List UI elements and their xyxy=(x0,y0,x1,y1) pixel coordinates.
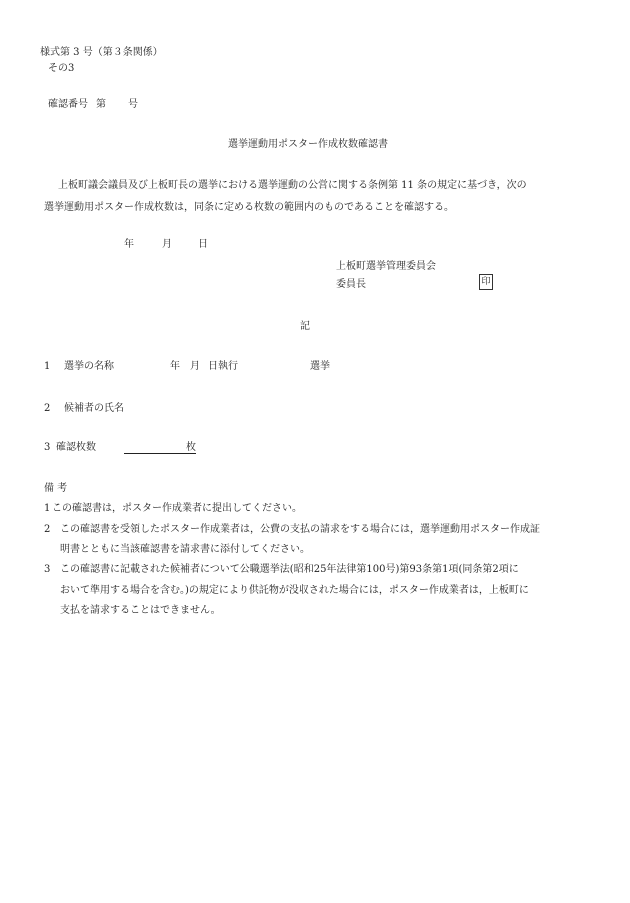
remarks-heading: 備 考 xyxy=(44,483,68,494)
body-line-2: 選挙運動用ポスター作成枚数は，同条に定める枚数の範囲内のものであることを確認する。 xyxy=(44,202,454,213)
confirmation-number-label: 確認番号 xyxy=(48,99,88,110)
item-1-year: 年 xyxy=(170,361,180,372)
note-3-line-3: 支払を請求することはできません。 xyxy=(60,605,221,616)
note-2-number: 2 xyxy=(44,524,51,535)
seal-box: 印 xyxy=(479,274,493,290)
item-3-unit: 枚 xyxy=(186,442,196,453)
item-2-label: 候補者の氏名 xyxy=(64,403,124,414)
date-day: 日 xyxy=(198,239,208,250)
note-3-line-2: おいて準用する場合を含む。)の規定により供託物が没収された場合には，ポスター作成業者は，上板町に xyxy=(60,585,529,596)
note-3-line-1: この確認書に記載された候補者について公職選挙法(昭和25年法律第100号)第93条第1項(同条第2項に xyxy=(60,564,519,575)
document-title: 選挙運動用ポスター作成枚数確認書 xyxy=(228,139,388,150)
issuer-organization: 上板町選挙管理委員会 xyxy=(336,261,436,272)
confirmation-number-suffix: 号 xyxy=(128,99,138,110)
note-2-line-2: 明書とともに当該確認書を請求書に添付してください。 xyxy=(60,544,310,555)
item-3-label: 確認枚数 xyxy=(56,442,96,453)
count-underline xyxy=(124,443,186,454)
item-3-number: 3 xyxy=(44,442,51,453)
form-sub-number: その3 xyxy=(48,63,75,74)
confirmation-number xyxy=(48,100,138,110)
date-year: 年 xyxy=(124,239,134,250)
date-month: 月 xyxy=(162,239,172,250)
note-2-line-1: この確認書を受領したポスター作成業者は，公費の支払の請求をする場合には，選挙運動用ポスター作成証 xyxy=(60,524,540,535)
item-3-count-field xyxy=(124,443,196,454)
issuer-title: 委員長 xyxy=(336,279,366,290)
confirmation-number-prefix: 第 xyxy=(96,99,106,110)
item-1-label: 選挙の名称 xyxy=(64,361,114,372)
item-1-election: 選挙 xyxy=(310,361,330,372)
item-1-month: 月 xyxy=(190,361,200,372)
item-1-number: 1 xyxy=(44,361,51,372)
note-1-number: 1 xyxy=(44,503,51,514)
item-1-executed: 日執行 xyxy=(208,361,238,372)
form-number: 様式第 3 号（第３条関係） xyxy=(40,47,163,58)
note-1-line-1: この確認書は，ポスター作成業者に提出してください。 xyxy=(52,503,302,514)
note-3-number: 3 xyxy=(44,564,51,575)
item-2-number: 2 xyxy=(44,403,51,414)
ki-heading: 記 xyxy=(300,321,310,332)
body-line-1: 上板町議会議員及び上板町長の選挙における選挙運動の公営に関する条例第 11 条の規定に基づき，次の xyxy=(58,180,527,191)
